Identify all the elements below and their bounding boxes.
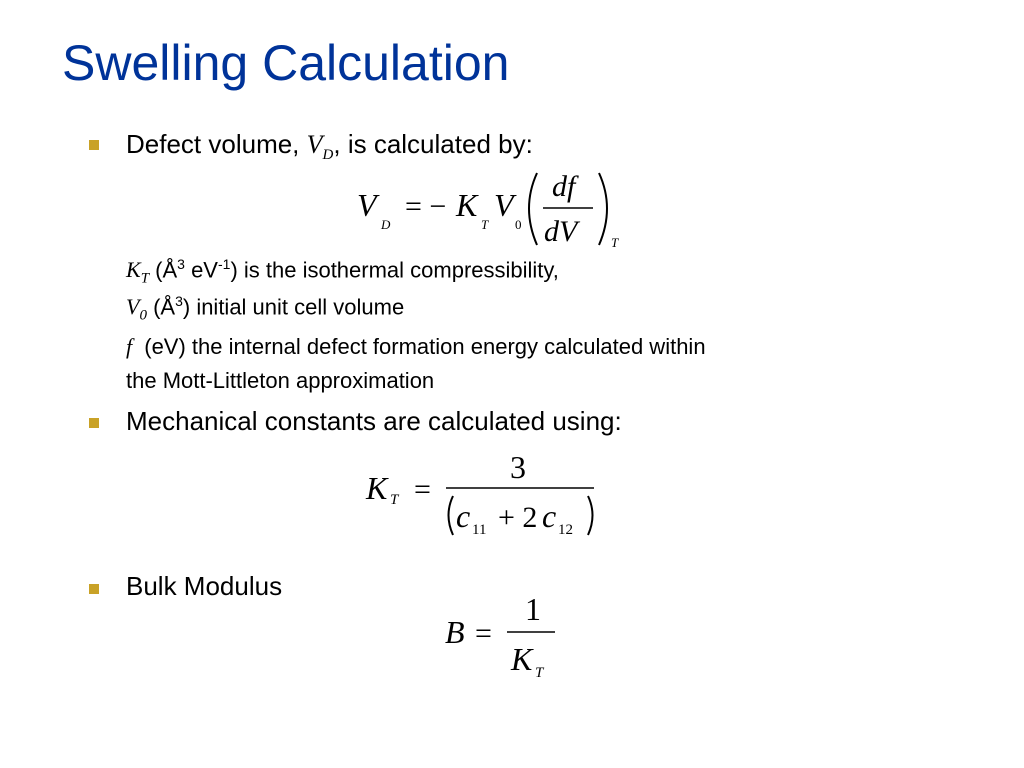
def-text: (eV) the internal defect formation energy calculated within — [144, 334, 706, 359]
eq-numerator: 1 — [525, 591, 541, 627]
symbol-v0 — [126, 294, 147, 324]
eq-v-sub: 0 — [515, 217, 522, 232]
slide-title: Swelling Calculation — [62, 35, 510, 91]
symbol-kt — [126, 257, 150, 287]
eq-lhs-sub: T — [390, 492, 399, 508]
bullet-mechanical-constants: Mechanical constants are calculated using: — [126, 406, 622, 436]
symbol-sub: T — [140, 270, 150, 287]
eq-c11-sub: 11 — [472, 522, 487, 538]
definition-kt — [126, 257, 559, 287]
eq-numerator: 3 — [510, 449, 526, 485]
left-paren — [529, 173, 537, 245]
eq-c11: c — [456, 498, 471, 534]
equation-defect-volume — [355, 163, 645, 253]
eq-equals: = — [475, 617, 492, 650]
eq-den-sub: T — [535, 665, 544, 681]
definition-v0 — [126, 294, 404, 324]
eq-k-sub: T — [481, 217, 489, 232]
eq-lhs: B — [445, 614, 465, 650]
symbol-f: f — [126, 334, 133, 359]
bullet-bulk-modulus: Bulk Modulus — [126, 571, 283, 601]
eq-lhs: K — [366, 470, 388, 506]
right-paren — [599, 173, 607, 245]
definition-f — [126, 336, 706, 358]
eq-equals: = — [414, 473, 431, 506]
def-text: ) initial unit cell volume — [182, 294, 405, 320]
eq-c12: c — [542, 498, 557, 534]
equation-bulk-modulus — [443, 590, 573, 690]
eq-paren-sub: T — [611, 235, 619, 250]
eq-lhs: V — [357, 187, 377, 223]
eq-v: V — [494, 187, 514, 223]
right-paren — [588, 496, 593, 535]
eq-denominator: K — [511, 641, 533, 677]
eq-c12-sub: 12 — [558, 522, 573, 538]
bullet-marker — [89, 418, 99, 428]
bullet-text: Defect volume, — [126, 129, 307, 159]
eq-plus-two: + 2 — [498, 501, 538, 534]
left-paren — [449, 496, 454, 535]
def-sup: -1 — [217, 256, 231, 272]
bullet-defect-volume — [126, 131, 533, 163]
eq-k: K — [456, 187, 478, 223]
symbol-v: V — [306, 130, 323, 159]
bullet-marker — [89, 140, 99, 150]
bullet-text: , is calculated by: — [333, 129, 533, 159]
def-sup: 3 — [177, 256, 185, 272]
symbol-k: K — [126, 257, 141, 283]
symbol-vd — [306, 130, 334, 164]
eq-numerator: df — [552, 170, 576, 203]
def-text: ) is the isothermal compressibility, — [230, 257, 559, 283]
def-text: (Å — [146, 294, 176, 320]
symbol-sub: D — [322, 147, 334, 164]
bullet-marker — [89, 584, 99, 594]
def-text: (Å — [149, 257, 178, 283]
eq-lhs-sub: D — [381, 217, 391, 232]
symbol-sub: 0 — [139, 307, 147, 324]
def-sup: 3 — [175, 293, 183, 309]
def-text: eV — [184, 257, 218, 283]
symbol-v: V — [126, 294, 140, 320]
eq-denominator: dV — [544, 215, 578, 248]
definition-f-continued: the Mott-Littleton approximation — [126, 368, 435, 393]
eq-equals: = − — [405, 190, 447, 223]
equation-compressibility — [362, 448, 612, 548]
